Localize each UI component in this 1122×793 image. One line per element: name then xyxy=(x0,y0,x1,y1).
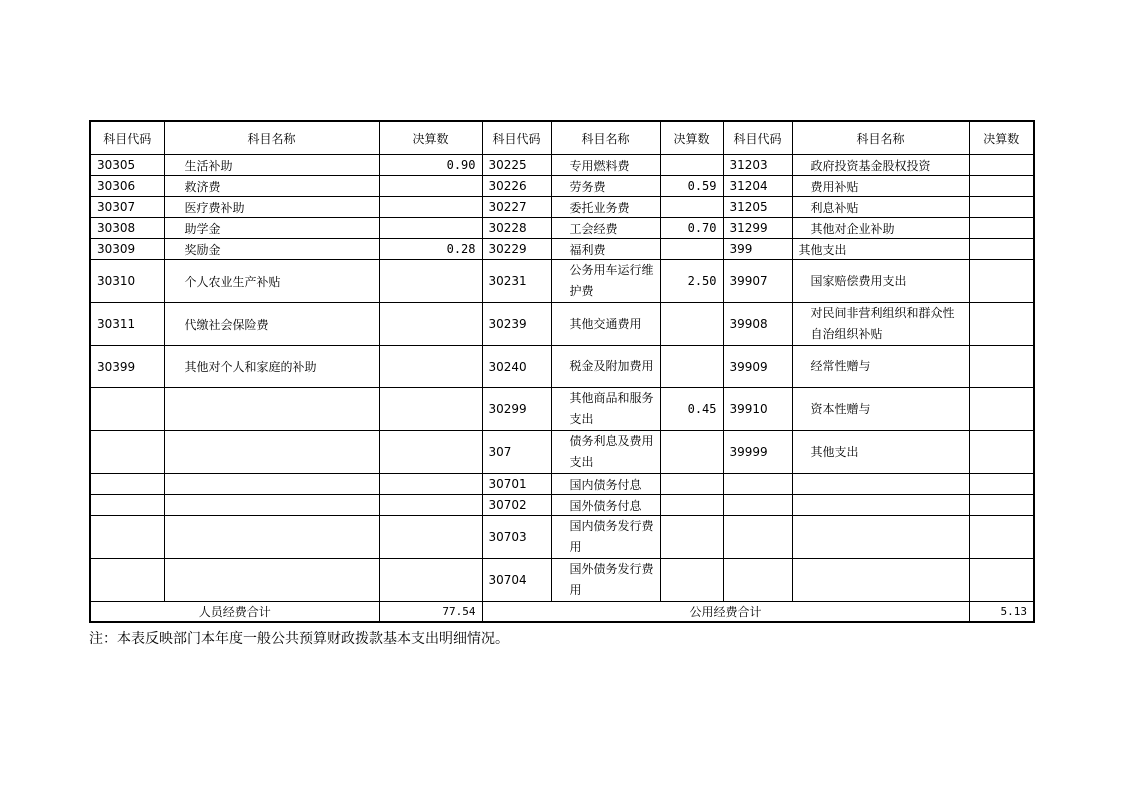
subject-name-cell: 劳务费 xyxy=(551,176,660,197)
subject-code-cell: 39908 xyxy=(723,303,792,346)
expenditure-detail-table xyxy=(89,120,1035,623)
table-row xyxy=(90,260,1034,303)
subject-name-cell: 其他支出 xyxy=(792,431,969,474)
subject-code-cell: 399 xyxy=(723,239,792,260)
subject-code-cell: 30299 xyxy=(482,388,551,431)
amount-cell xyxy=(379,303,482,346)
subject-code-cell: 30226 xyxy=(482,176,551,197)
subject-code-cell: 30231 xyxy=(482,260,551,303)
subject-name-cell xyxy=(164,474,379,495)
table-row xyxy=(90,474,1034,495)
subject-code-cell: 39999 xyxy=(723,431,792,474)
subject-code-cell: 30399 xyxy=(90,346,164,388)
table-row xyxy=(90,516,1034,559)
subject-name-cell xyxy=(164,388,379,431)
amount-cell xyxy=(969,388,1034,431)
subject-name-cell: 国内债务发行费用 xyxy=(551,516,660,559)
subject-name-cell: 福利费 xyxy=(551,239,660,260)
subject-code-cell: 30225 xyxy=(482,155,551,176)
amount-cell xyxy=(969,218,1034,239)
subject-code-cell: 31299 xyxy=(723,218,792,239)
amount-cell xyxy=(660,516,723,559)
table-row xyxy=(90,155,1034,176)
subject-code-cell xyxy=(723,495,792,516)
amount-cell xyxy=(969,559,1034,602)
header-cell: 决算数 xyxy=(969,121,1034,155)
amount-cell xyxy=(969,495,1034,516)
amount-cell xyxy=(379,176,482,197)
amount-cell: 0.59 xyxy=(660,176,723,197)
subject-code-cell: 30703 xyxy=(482,516,551,559)
subject-name-cell: 其他支出 xyxy=(792,239,969,260)
subject-code-cell: 307 xyxy=(482,431,551,474)
subject-code-cell: 30311 xyxy=(90,303,164,346)
subject-name-cell: 奖励金 xyxy=(164,239,379,260)
amount-cell xyxy=(660,155,723,176)
subject-code-cell xyxy=(723,559,792,602)
amount-cell xyxy=(969,431,1034,474)
amount-cell xyxy=(660,197,723,218)
totals-row xyxy=(90,602,1034,623)
header-cell: 决算数 xyxy=(379,121,482,155)
subject-name-cell xyxy=(792,559,969,602)
table-row xyxy=(90,388,1034,431)
subject-code-cell xyxy=(90,474,164,495)
amount-cell xyxy=(660,431,723,474)
table-row xyxy=(90,559,1034,602)
subject-name-cell: 委托业务费 xyxy=(551,197,660,218)
subject-name-cell: 资本性赠与 xyxy=(792,388,969,431)
amount-cell xyxy=(660,495,723,516)
subject-name-cell: 助学金 xyxy=(164,218,379,239)
subject-code-cell xyxy=(723,474,792,495)
header-cell: 决算数 xyxy=(660,121,723,155)
amount-cell xyxy=(660,303,723,346)
table-row xyxy=(90,218,1034,239)
amount-cell xyxy=(379,431,482,474)
amount-cell xyxy=(379,197,482,218)
header-cell: 科目代码 xyxy=(90,121,164,155)
subject-code-cell: 39910 xyxy=(723,388,792,431)
table-row xyxy=(90,197,1034,218)
table-row xyxy=(90,495,1034,516)
header-cell: 科目名称 xyxy=(551,121,660,155)
table-row xyxy=(90,303,1034,346)
amount-cell xyxy=(969,303,1034,346)
amount-cell xyxy=(969,197,1034,218)
subject-code-cell: 30240 xyxy=(482,346,551,388)
amount-cell xyxy=(379,346,482,388)
subject-code-cell: 30307 xyxy=(90,197,164,218)
subject-code-cell xyxy=(90,431,164,474)
amount-cell xyxy=(379,474,482,495)
subject-name-cell: 利息补贴 xyxy=(792,197,969,218)
subject-code-cell: 30309 xyxy=(90,239,164,260)
subject-code-cell: 31204 xyxy=(723,176,792,197)
header-cell: 科目名称 xyxy=(164,121,379,155)
header-cell: 科目代码 xyxy=(482,121,551,155)
subject-name-cell: 国内债务付息 xyxy=(551,474,660,495)
subject-code-cell: 31205 xyxy=(723,197,792,218)
amount-cell xyxy=(969,516,1034,559)
amount-cell xyxy=(660,239,723,260)
table-body xyxy=(90,155,1034,602)
amount-cell xyxy=(969,239,1034,260)
amount-cell xyxy=(969,474,1034,495)
subject-name-cell: 经常性赠与 xyxy=(792,346,969,388)
amount-cell: 2.50 xyxy=(660,260,723,303)
public-total-amount: 5.13 xyxy=(969,602,1034,623)
subject-name-cell: 其他对企业补助 xyxy=(792,218,969,239)
subject-name-cell xyxy=(792,474,969,495)
amount-cell xyxy=(379,260,482,303)
amount-cell xyxy=(379,516,482,559)
subject-code-cell xyxy=(90,559,164,602)
amount-cell xyxy=(969,176,1034,197)
subject-code-cell: 30305 xyxy=(90,155,164,176)
subject-code-cell: 30227 xyxy=(482,197,551,218)
personnel-total-amount: 77.54 xyxy=(379,602,482,623)
subject-name-cell: 公务用车运行维护费 xyxy=(551,260,660,303)
amount-cell xyxy=(660,346,723,388)
subject-code-cell: 30239 xyxy=(482,303,551,346)
public-total-label: 公用经费合计 xyxy=(482,602,969,623)
amount-cell xyxy=(969,346,1034,388)
subject-code-cell xyxy=(90,516,164,559)
subject-code-cell: 30306 xyxy=(90,176,164,197)
subject-name-cell xyxy=(164,516,379,559)
table-row xyxy=(90,176,1034,197)
subject-code-cell xyxy=(90,388,164,431)
amount-cell xyxy=(660,559,723,602)
subject-name-cell: 国外债务付息 xyxy=(551,495,660,516)
subject-name-cell xyxy=(792,495,969,516)
header-row xyxy=(90,121,1034,155)
amount-cell xyxy=(379,495,482,516)
table-row xyxy=(90,239,1034,260)
subject-name-cell: 税金及附加费用 xyxy=(551,346,660,388)
subject-code-cell: 39907 xyxy=(723,260,792,303)
subject-code-cell: 30310 xyxy=(90,260,164,303)
subject-name-cell: 医疗费补助 xyxy=(164,197,379,218)
subject-code-cell: 30702 xyxy=(482,495,551,516)
subject-name-cell: 专用燃料费 xyxy=(551,155,660,176)
subject-code-cell xyxy=(723,516,792,559)
subject-name-cell: 个人农业生产补贴 xyxy=(164,260,379,303)
subject-name-cell xyxy=(164,495,379,516)
personnel-total-label: 人员经费合计 xyxy=(90,602,379,623)
subject-name-cell: 费用补贴 xyxy=(792,176,969,197)
subject-name-cell: 政府投资基金股权投资 xyxy=(792,155,969,176)
subject-code-cell: 30229 xyxy=(482,239,551,260)
subject-name-cell xyxy=(792,516,969,559)
subject-code-cell: 31203 xyxy=(723,155,792,176)
header-cell: 科目代码 xyxy=(723,121,792,155)
subject-name-cell: 其他商品和服务支出 xyxy=(551,388,660,431)
subject-name-cell: 其他交通费用 xyxy=(551,303,660,346)
subject-name-cell: 债务利息及费用支出 xyxy=(551,431,660,474)
subject-name-cell: 生活补助 xyxy=(164,155,379,176)
subject-name-cell: 国外债务发行费用 xyxy=(551,559,660,602)
amount-cell: 0.70 xyxy=(660,218,723,239)
amount-cell: 0.28 xyxy=(379,239,482,260)
amount-cell xyxy=(379,388,482,431)
amount-cell xyxy=(969,260,1034,303)
subject-code-cell: 30228 xyxy=(482,218,551,239)
subject-name-cell: 对民间非营利组织和群众性自治组织补贴 xyxy=(792,303,969,346)
amount-cell xyxy=(379,559,482,602)
table-row xyxy=(90,346,1034,388)
subject-name-cell xyxy=(164,559,379,602)
table-footnote: 注：本表反映部门本年度一般公共预算财政拨款基本支出明细情况。 xyxy=(89,631,509,647)
subject-code-cell: 30701 xyxy=(482,474,551,495)
subject-name-cell: 国家赔偿费用支出 xyxy=(792,260,969,303)
amount-cell xyxy=(969,155,1034,176)
amount-cell xyxy=(379,218,482,239)
subject-code-cell: 39909 xyxy=(723,346,792,388)
subject-name-cell: 工会经费 xyxy=(551,218,660,239)
table-row xyxy=(90,431,1034,474)
amount-cell xyxy=(660,474,723,495)
subject-name-cell: 救济费 xyxy=(164,176,379,197)
subject-name-cell: 代缴社会保险费 xyxy=(164,303,379,346)
subject-name-cell xyxy=(164,431,379,474)
amount-cell: 0.45 xyxy=(660,388,723,431)
subject-name-cell: 其他对个人和家庭的补助 xyxy=(164,346,379,388)
header-cell: 科目名称 xyxy=(792,121,969,155)
amount-cell: 0.90 xyxy=(379,155,482,176)
subject-code-cell xyxy=(90,495,164,516)
subject-code-cell: 30308 xyxy=(90,218,164,239)
subject-code-cell: 30704 xyxy=(482,559,551,602)
